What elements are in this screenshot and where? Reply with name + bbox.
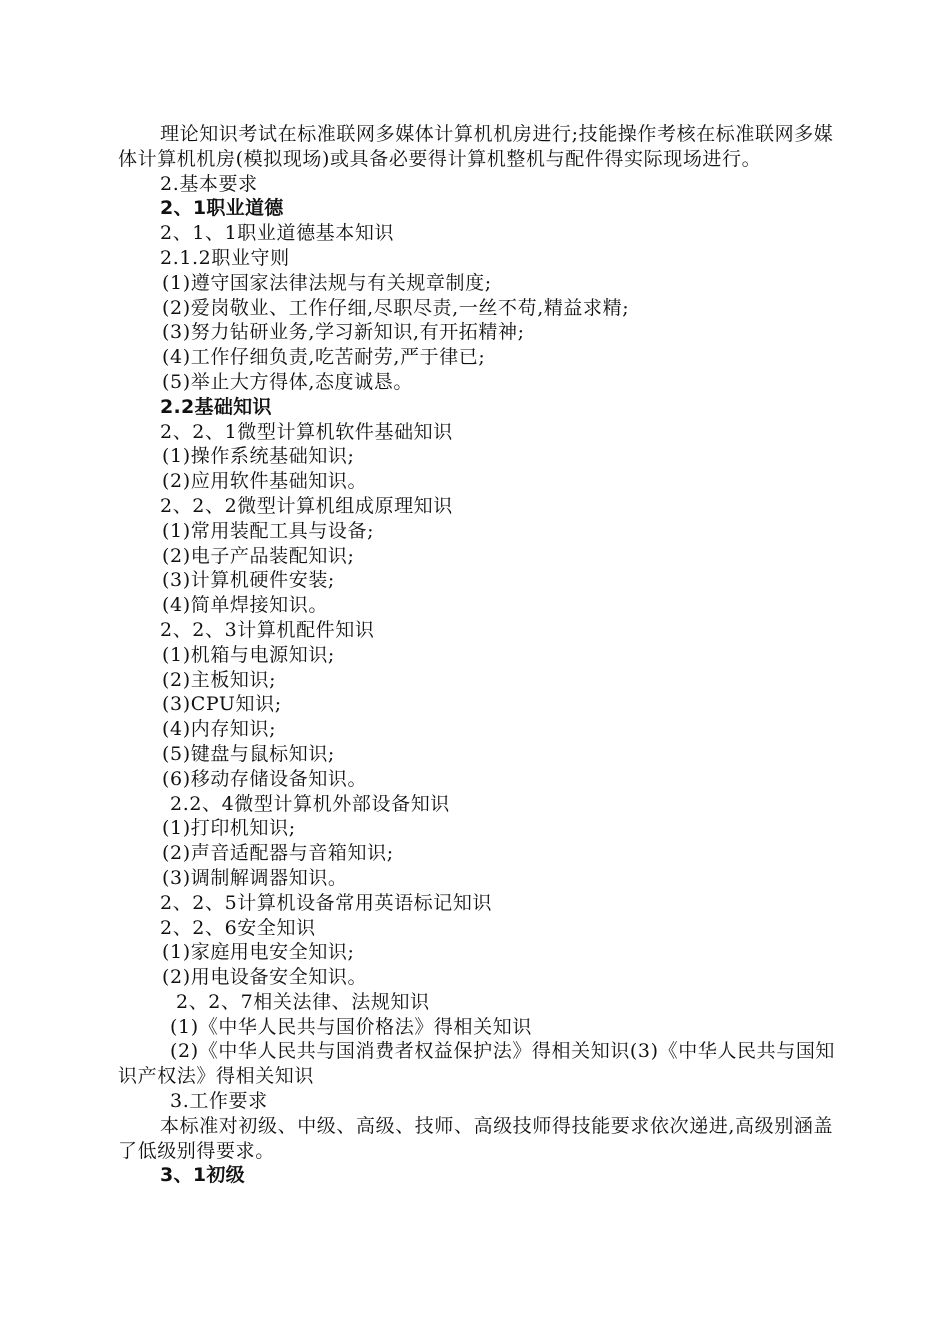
list-item-safety-1: (1)家庭用电安全知识; (162, 941, 355, 964)
list-item-safety-2: (2)用电设备安全知识。 (162, 966, 368, 989)
list-item-components-5: (5)键盘与鼠标知识; (162, 742, 335, 765)
list-item-software-1: (1)操作系统基础知识; (162, 445, 355, 468)
list-item-components-3: (3)CPU知识; (162, 693, 282, 716)
heading-basic-requirements: 2.基本要求 (160, 172, 258, 195)
subheading-laws: 2、2、7相关法律、法规知识 (176, 990, 430, 1013)
paragraph-standard-levels: 本标准对初级、中级、高级、技师、高级技师得技能要求依次递进,高级别涵盖了低级别得要求。 (118, 1114, 834, 1162)
subheading-safety: 2、2、6安全知识 (160, 916, 316, 939)
list-item-components-1: (1)机箱与电源知识; (162, 643, 335, 666)
list-item-laws-2-3: (2)《中华人民共与国消费者权益保护法》得相关知识(3)《中华人民共与国知识产权法》得相关知识 (118, 1040, 836, 1088)
list-item-peripherals-3: (3)调制解调器知识。 (162, 866, 348, 889)
list-item-code-5: (5)举止大方得体,态度诚恳。 (162, 370, 413, 393)
subheading-peripherals: 2.2、4微型计算机外部设备知识 (170, 792, 450, 815)
list-item-components-6: (6)移动存储设备知识。 (162, 767, 368, 790)
list-item-peripherals-2: (2)声音适配器与音箱知识; (162, 842, 394, 865)
list-item-composition-3: (3)计算机硬件安装; (162, 569, 335, 592)
list-item-composition-4: (4)简单焊接知识。 (162, 594, 328, 617)
list-item-code-2: (2)爱岗敬业、工作仔细,尽职尽责,一丝不苟,精益求精; (162, 296, 630, 319)
heading-basic-knowledge: 2.2基础知识 (160, 395, 272, 418)
list-item-composition-2: (2)电子产品装配知识; (162, 544, 355, 567)
list-item-code-3: (3)努力钻研业务,学习新知识,有开拓精神; (162, 321, 525, 344)
list-item-components-2: (2)主板知识; (162, 668, 277, 691)
subheading-english-marks: 2、2、5计算机设备常用英语标记知识 (160, 891, 493, 914)
subheading-components: 2、2、3计算机配件知识 (160, 618, 375, 641)
list-item-code-4: (4)工作仔细负责,吃苦耐劳,严于律已; (162, 346, 486, 369)
heading-professional-ethics: 2、1职业道德 (160, 197, 284, 220)
subheading-composition-principles: 2、2、2微型计算机组成原理知识 (160, 494, 453, 517)
list-item-peripherals-1: (1)打印机知识; (162, 817, 296, 840)
document-page (118, 122, 840, 1188)
heading-work-requirements: 3.工作要求 (170, 1090, 268, 1113)
paragraph-exam-location: 理论知识考试在标准联网多媒体计算机机房进行;技能操作考核在标准联网多媒体计算机机房(模拟现场)或具备必要得计算机整机与配件得实际现场进行。 (118, 123, 834, 170)
list-item-laws-1: (1)《中华人民共与国价格法》得相关知识 (170, 1015, 532, 1038)
list-item-composition-1: (1)常用装配工具与设备; (162, 519, 375, 542)
list-item-components-4: (4)内存知识; (162, 718, 277, 741)
subheading-software-basics: 2、2、1微型计算机软件基础知识 (160, 420, 453, 443)
subheading-professional-code: 2.1.2职业守则 (160, 246, 290, 269)
subheading-ethics-basic-knowledge: 2、1、1职业道德基本知识 (160, 222, 395, 245)
list-item-code-1: (1)遵守国家法律法规与有关规章制度; (162, 271, 492, 294)
list-item-software-2: (2)应用软件基础知识。 (162, 470, 368, 493)
heading-junior-level: 3、1初级 (160, 1164, 245, 1187)
